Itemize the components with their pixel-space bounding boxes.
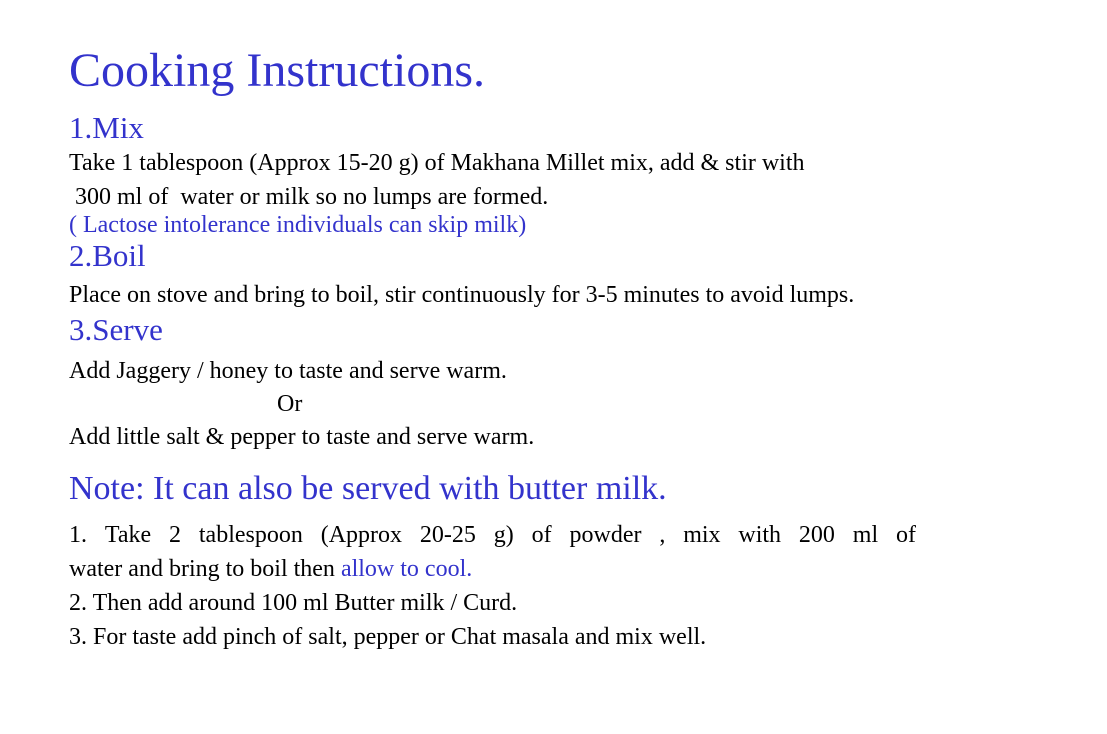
note-item-1-line-2 bbox=[69, 552, 1069, 586]
page-title: Cooking Instructions. bbox=[69, 44, 485, 97]
step-mix bbox=[69, 110, 1069, 240]
word: (Approx bbox=[320, 522, 403, 548]
word: , bbox=[659, 522, 666, 548]
word: 200 bbox=[798, 522, 835, 548]
note-list bbox=[69, 518, 1069, 654]
cool-instruction: allow to cool. bbox=[340, 556, 473, 582]
word: of bbox=[895, 522, 916, 548]
note-heading: Note: It can also be served with butter milk. bbox=[69, 470, 667, 507]
note-item-1-text: water and bring to boil then bbox=[69, 556, 341, 582]
word: tablespoon bbox=[198, 522, 303, 548]
step-mix-line-1: Take 1 tablespoon (Approx 15-20 g) of Makhana Millet mix, add & stir with bbox=[69, 150, 805, 176]
document-page bbox=[69, 40, 1069, 654]
step-serve-line-1: Add Jaggery / honey to taste and serve warm. bbox=[69, 358, 507, 384]
step-heading-serve: 3.Serve bbox=[69, 312, 163, 347]
word: ml bbox=[852, 522, 879, 548]
word: powder bbox=[569, 522, 642, 548]
step-serve-line-2: Add little salt & pepper to taste and serve warm. bbox=[69, 424, 535, 450]
step-heading-mix: 1.Mix bbox=[69, 110, 144, 145]
note-item-2: 2. Then add around 100 ml Butter milk / Curd. bbox=[69, 590, 518, 616]
word: Take bbox=[104, 522, 152, 548]
lactose-note: ( Lactose intolerance individuals can skip milk) bbox=[69, 212, 527, 238]
note-item-1-line-1 bbox=[69, 518, 916, 552]
step-boil-line-1: Place on stove and bring to boil, stir continuously for 3-5 minutes to avoid lumps. bbox=[69, 282, 855, 308]
word: 20-25 bbox=[419, 522, 476, 548]
step-boil bbox=[69, 238, 1069, 312]
word: of bbox=[531, 522, 552, 548]
word: mix bbox=[683, 522, 721, 548]
step-serve bbox=[69, 312, 1069, 454]
word: g) bbox=[493, 522, 514, 548]
step-heading-boil: 2.Boil bbox=[69, 238, 146, 273]
step-mix-line-2: 300 ml of water or milk so no lumps are formed. bbox=[69, 184, 549, 210]
word: with bbox=[738, 522, 782, 548]
note-item-3: 3. For taste add pinch of salt, pepper or Chat masala and mix well. bbox=[69, 624, 707, 650]
word: 2 bbox=[169, 522, 182, 548]
word: 1. bbox=[69, 522, 87, 548]
step-serve-or: Or bbox=[277, 391, 303, 417]
